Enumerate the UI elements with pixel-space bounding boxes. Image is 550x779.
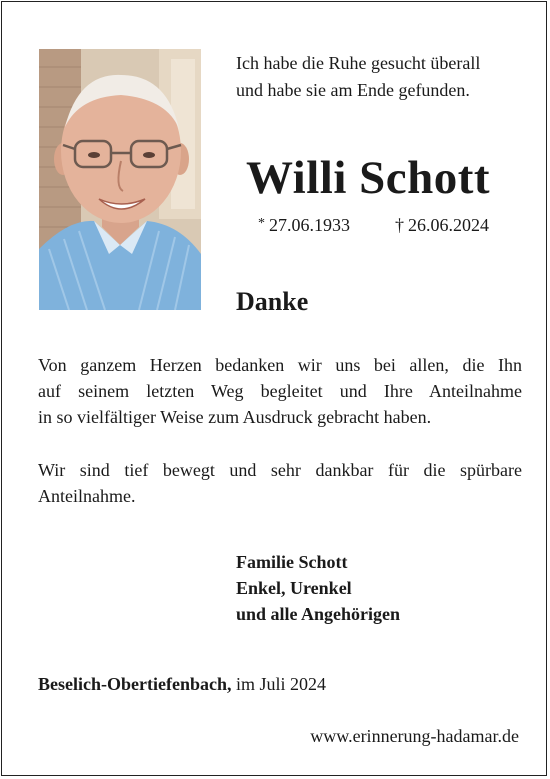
signature-line: Enkel, Urenkel bbox=[236, 578, 352, 598]
family-signature bbox=[236, 549, 400, 627]
thanks-heading: Danke bbox=[236, 287, 309, 316]
paragraph-line: Wir sind tief bewegt und sehr dankbar für die spürbare bbox=[38, 460, 522, 480]
paragraph-line: Von ganzem Herzen bedanken wir uns bei allen, die Ihn bbox=[38, 355, 522, 375]
verse-line: und habe sie am Ende gefunden. bbox=[236, 80, 470, 100]
signature-line: und alle Angehörigen bbox=[236, 604, 401, 624]
obituary-card bbox=[1, 1, 547, 776]
birth-date-line bbox=[258, 215, 350, 236]
thanks-paragraph-2 bbox=[38, 457, 522, 509]
deceased-name: Willi Schott bbox=[246, 152, 491, 204]
place-and-date bbox=[38, 674, 326, 695]
birth-symbol: * bbox=[258, 216, 265, 231]
website-link[interactable]: www.erinnerung-hadamar.de bbox=[310, 726, 519, 746]
death-date: 26.06.2024 bbox=[408, 215, 489, 235]
place-name: Beselich-Obertiefenbach, bbox=[38, 674, 232, 694]
paragraph-line: in so vielfältiger Weise zum Ausdruck gebracht haben. bbox=[38, 407, 432, 427]
paragraph-line: auf seinem letzten Weg begleitet und Ihre Anteilnahme bbox=[38, 381, 522, 401]
death-cross-symbol: † bbox=[395, 215, 404, 235]
signature-line: Familie Schott bbox=[236, 552, 348, 572]
portrait-photo bbox=[39, 49, 201, 310]
birth-date: 27.06.1933 bbox=[269, 215, 350, 235]
death-date-line bbox=[395, 215, 489, 236]
date-text: im Juli 2024 bbox=[235, 674, 326, 694]
verse-line: Ich habe die Ruhe gesucht überall bbox=[236, 53, 481, 73]
thanks-paragraph-1 bbox=[38, 352, 522, 430]
paragraph-line: Anteilnahme. bbox=[38, 486, 136, 506]
memorial-verse bbox=[236, 50, 536, 104]
